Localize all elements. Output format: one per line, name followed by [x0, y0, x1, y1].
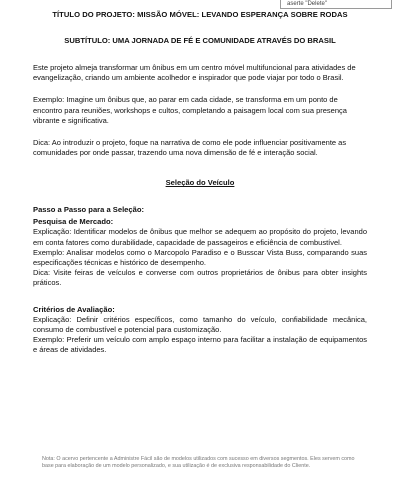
steps-title: Passo a Passo para a Seleção: [33, 205, 145, 215]
project-subtitle: SUBTÍTULO: UMA JORNADA DE FÉ E COMUNIDADE ATRAVÉS DO BRASIL [64, 36, 336, 45]
example-paragraph: Exemplo: Imagine um ônibus que, ao parar em cada cidade, se transforma em um ponto de encontro para reuniões, workshops e cultos, completando a paisagem local com sua presença vibrante e significativa. [33, 95, 347, 125]
criteria-explanation: Explicação: Definir critérios específicos, como tamanho do veículo, confiabilidade mecânica, consumo de combustível e potencial para customização. [33, 314, 367, 334]
market-example: Exemplo: Analisar modelos como o Marcopolo Paradiso e o Busscar Vista Buss, comparando suas especificações técnicas e histórico de desempenho. [33, 247, 367, 268]
footnote: Nota: O acervo pertencente a Administre Fácil são de modelos utilizados com sucesso em diversos segmentos. Eles servem como base para elaboração de um modelo personalizado, e sua utilização é de exclusiva responsabilidade do Cliente. [42, 456, 355, 469]
criteria-title: Critérios de Avaliação: [33, 304, 115, 314]
intro-paragraph: Este projeto almeja transformar um ônibus em um centro móvel multifuncional para atividades de evangelização, criando um ambiente acolhedor e inspirador que pode viajar por todo o Brasil. [33, 63, 356, 83]
criteria-example: Exemplo: Preferir um veículo com amplo espaço interno para facilitar a instalação de equipamentos e áreas de atividades. [33, 335, 367, 355]
tip-paragraph: Dica: Ao introduzir o projeto, foque na narrativa de como ele pode influenciar positivamente as comunidades por onde passar, trazendo uma nova dimensão de fé e interação social. [33, 138, 347, 158]
market-tip: Dica: Visite feiras de veículos e converse com outros proprietários de ônibus para obter insights práticos. [33, 268, 367, 288]
delete-hint: aserte "Delete" [280, 0, 392, 9]
section-title: Seleção do Veículo [165, 178, 235, 188]
market-explanation: Explicação: Identificar modelos de ônibus que melhor se adequem ao propósito do projeto, levando em conta fatores como durabilidade, capacidade de passageiros e eficiência de combustível. [33, 227, 367, 247]
document-body [33, 10, 367, 355]
market-research-title: Pesquisa de Mercado: [33, 217, 114, 227]
project-title: TÍTULO DO PROJETO: MISSÃO MÓVEL: LEVANDO ESPERANÇA SOBRE RODAS [52, 10, 348, 19]
